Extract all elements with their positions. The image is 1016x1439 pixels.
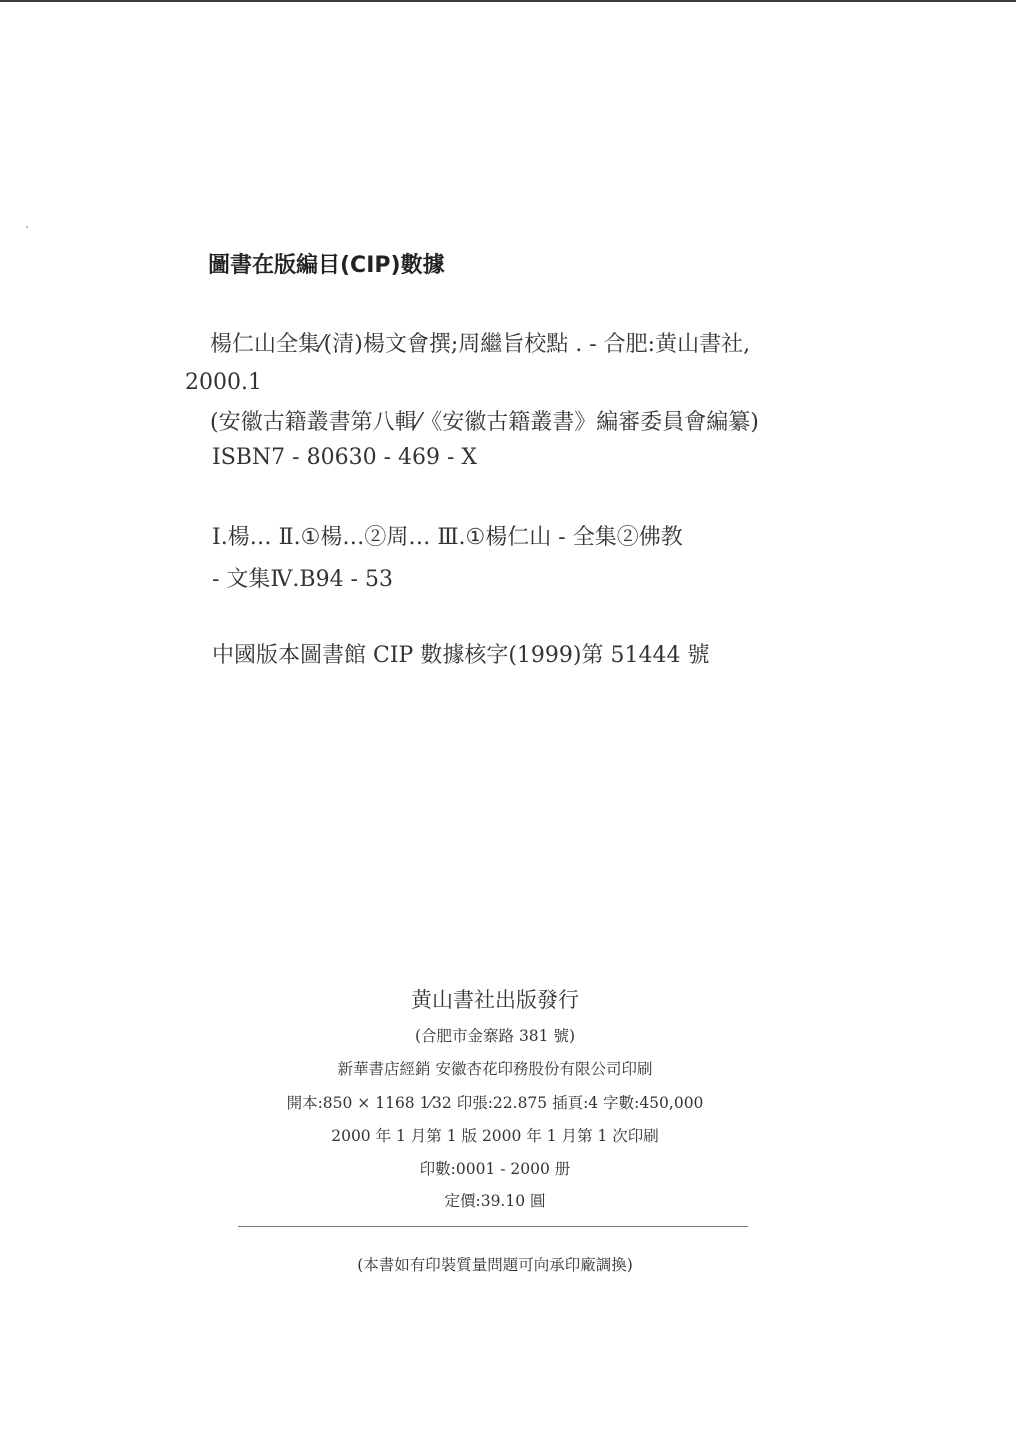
print-run-line: 印數:0001 - 2000 册: [419, 1160, 571, 1178]
publisher-address: (合肥市金寨路 381 號): [414, 1027, 576, 1045]
cip-heading: 圖書在版編目(CIP)數據: [208, 253, 445, 278]
cip-series-line: (安徽古籍叢書第八輯⁄《安徽古籍叢書》編審委員會編纂): [210, 410, 759, 435]
cip-isbn-line: ISBN7 - 80630 - 469 - X: [212, 445, 478, 470]
cip-record-line-1: 楊仁山全集⁄(清)楊文會撰;周繼旨校點 . - 合肥:黄山書社,: [210, 332, 751, 357]
format-specs-line: 開本:850 × 1168 1⁄32 印張:22.875 插頁:4 字數:450,000: [286, 1094, 704, 1112]
scan-speck: [26, 226, 28, 228]
edition-line: 2000 年 1 月第 1 版 2000 年 1 月第 1 次印刷: [331, 1127, 659, 1145]
distribution-printer-line: 新華書店經銷 安徽杏花印務股份有限公司印刷: [337, 1060, 653, 1078]
publisher-line: 黄山書社出版發行: [411, 988, 579, 1012]
cip-record-line-2: 2000.1: [185, 370, 262, 395]
price-line: 定價:39.10 圓: [444, 1192, 546, 1210]
cip-verification-line: 中國版本圖書館 CIP 數據核字(1999)第 51444 號: [212, 643, 710, 668]
quality-notice: (本書如有印裝質量問題可向承印廠調換): [357, 1256, 633, 1274]
cip-classification-line-1: Ⅰ.楊… Ⅱ.①楊…②周… Ⅲ.①楊仁山 - 全集②佛教: [212, 525, 683, 550]
cip-classification-line-2: - 文集Ⅳ.B94 - 53: [212, 567, 393, 592]
imprint-divider: [238, 1226, 748, 1227]
top-border-line: [0, 0, 1016, 2]
